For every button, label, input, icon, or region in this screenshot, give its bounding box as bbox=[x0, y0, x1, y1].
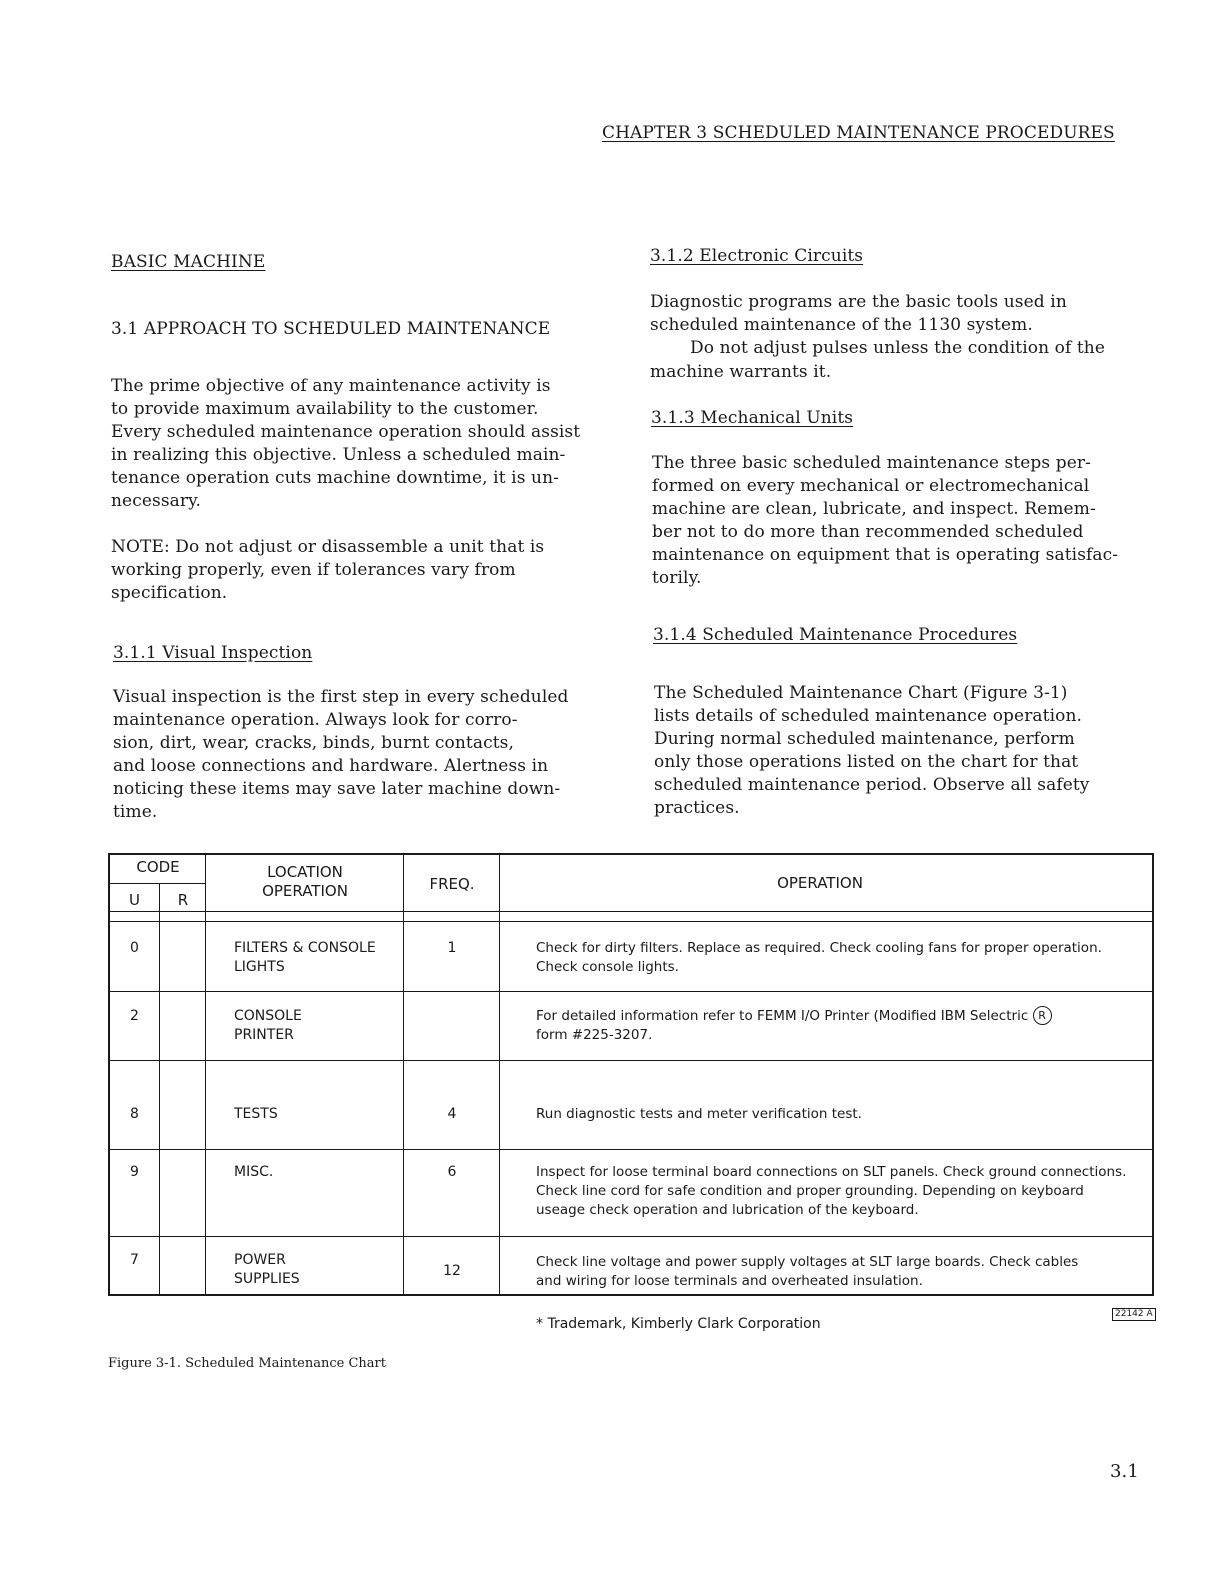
section-heading: BASIC MACHINE bbox=[111, 252, 266, 272]
header-operation: OPERATION bbox=[777, 874, 863, 892]
header-double-line bbox=[110, 921, 1152, 922]
divider-u-r bbox=[159, 921, 160, 1294]
row-1-freq: 1 bbox=[447, 940, 457, 956]
s312-title: 3.1.2 Electronic Circuits bbox=[650, 246, 864, 266]
s314-body: The Scheduled Maintenance Chart (Figure 3-1) lists details of scheduled maintenance operation. During normal scheduled maintenance, perform only those operations listed on the chart for that scheduled maintenance period. Observe all safety practices. bbox=[654, 683, 1090, 818]
note-paragraph: NOTE: Do not adjust or disassemble a unit that is working properly, even if tolerances vary from specification. bbox=[111, 537, 545, 603]
s31-title: 3.1 APPROACH TO SCHEDULED MAINTENANCE bbox=[111, 319, 551, 339]
header-location: LOCATION OPERATION bbox=[262, 863, 348, 900]
row-4-operation: Inspect for loose terminal board connections on SLT panels. Check ground connections. Check line cord for safe condition and proper grounding. Depending on keyboard useage check operation and lubrication of the keyboard. bbox=[536, 1164, 1127, 1218]
row-5-u: 7 bbox=[130, 1252, 139, 1268]
row-2-operation-text: For detailed information refer to FEMM I/O Printer (Modified IBM Selectric bbox=[536, 1008, 1029, 1024]
header-bottom-line bbox=[110, 911, 1152, 912]
s312-body-1: Diagnostic programs are the basic tools used in scheduled maintenance of the 1130 system. bbox=[650, 292, 1067, 335]
row-5-operation: Check line voltage and power supply voltages at SLT large boards. Check cables and wiring for loose terminals and overheated insulation. bbox=[536, 1254, 1079, 1289]
row-1-operation: Check for dirty filters. Replace as required. Check cooling fans for proper operation. Check console lights. bbox=[536, 940, 1102, 975]
row-4-location: MISC. bbox=[234, 1164, 274, 1180]
row-1-u: 0 bbox=[130, 940, 139, 956]
header-u: U bbox=[129, 891, 140, 909]
maintenance-chart bbox=[108, 853, 1154, 1296]
header-freq: FREQ. bbox=[429, 875, 475, 893]
figure-caption: Figure 3-1. Scheduled Maintenance Chart bbox=[108, 1356, 386, 1371]
row-separator-1 bbox=[110, 991, 1152, 992]
s313-title: 3.1.3 Mechanical Units bbox=[651, 408, 854, 428]
header-r: R bbox=[177, 891, 189, 909]
row-separator-4 bbox=[110, 1236, 1152, 1237]
chapter-title: CHAPTER 3 SCHEDULED MAINTENANCE PROCEDURES bbox=[602, 123, 1115, 143]
header-code: CODE bbox=[136, 858, 180, 876]
s311-title: 3.1.1 Visual Inspection bbox=[113, 643, 313, 663]
row-3-freq: 4 bbox=[447, 1106, 457, 1122]
row-4-freq: 6 bbox=[447, 1164, 457, 1180]
row-4-u: 9 bbox=[130, 1164, 139, 1180]
row-2-u: 2 bbox=[130, 1008, 139, 1024]
s313-body: The three basic scheduled maintenance steps per- formed on every mechanical or electromechanical machine are clean, lubricate, and inspect. Remem- ber not to do more than recommended scheduled maintenance on equipment that is operating satisfac- torily. bbox=[652, 453, 1119, 588]
registered-mark: R bbox=[1033, 1006, 1052, 1025]
row-2-operation bbox=[536, 1007, 1052, 1026]
s312-body-3: machine warrants it. bbox=[650, 362, 832, 382]
page-number: 3.1 bbox=[1110, 1461, 1139, 1482]
row-separator-2 bbox=[110, 1060, 1152, 1061]
row-3-u: 8 bbox=[130, 1106, 139, 1122]
row-separator-3 bbox=[110, 1149, 1152, 1150]
row-2-operation-line2: form #225-3207. bbox=[536, 1027, 653, 1043]
code-subheader-line bbox=[110, 883, 206, 884]
row-5-freq: 12 bbox=[443, 1263, 461, 1279]
row-3-location: TESTS bbox=[234, 1106, 278, 1122]
row-2-location: CONSOLE PRINTER bbox=[234, 1008, 302, 1043]
s312-body-2: Do not adjust pulses unless the condition of the bbox=[690, 338, 1106, 358]
row-1-location: FILTERS & CONSOLE LIGHTS bbox=[234, 940, 376, 975]
figure-code: 22142 A bbox=[1112, 1308, 1156, 1321]
s311-body: Visual inspection is the first step in every scheduled maintenance operation. Always look for corro- sion, dirt, wear, cracks, binds, burnt contacts, and loose connections and hardware. Alertness in noticing these items may save later machine down- time. bbox=[113, 687, 569, 822]
row-5-location: POWER SUPPLIES bbox=[234, 1252, 300, 1287]
s31-body: The prime objective of any maintenance activity is to provide maximum availability to the customer. Every scheduled maintenance operation should assist in realizing this objective. Unless a scheduled main- tenance operation cuts machine downtime, it is un- necessary. bbox=[111, 376, 581, 511]
trademark-footnote: * Trademark, Kimberly Clark Corporation bbox=[536, 1316, 821, 1332]
s314-title: 3.1.4 Scheduled Maintenance Procedures bbox=[653, 625, 1018, 645]
row-3-operation: Run diagnostic tests and meter verification test. bbox=[536, 1106, 862, 1122]
